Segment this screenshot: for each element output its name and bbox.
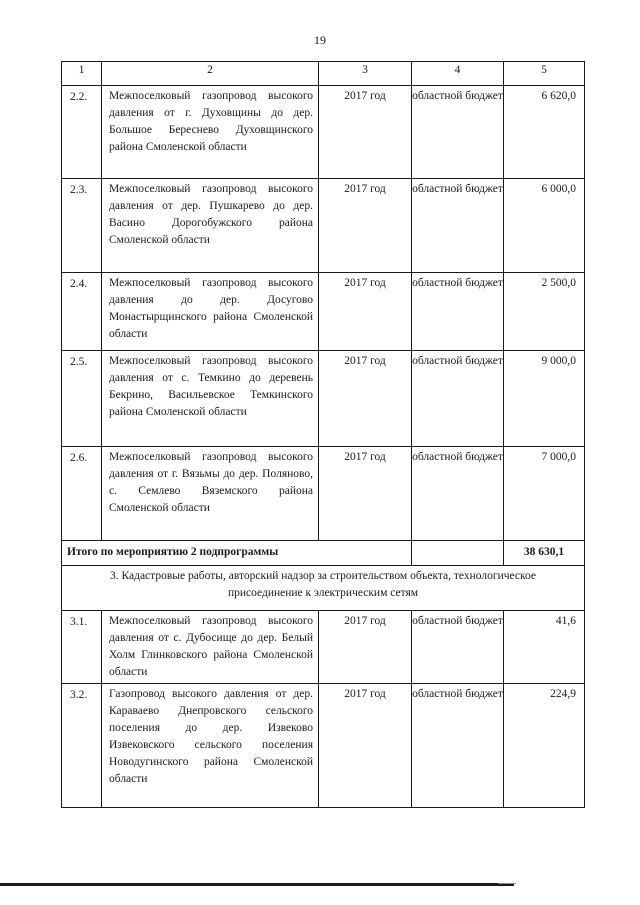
row-amount: 41,6 bbox=[504, 611, 585, 684]
total-value: 38 630,1 bbox=[504, 541, 585, 566]
section-row bbox=[62, 566, 585, 611]
row-source: областной бюджет bbox=[412, 273, 504, 351]
bottom-rule bbox=[0, 883, 514, 886]
column-header: 5 bbox=[504, 62, 585, 86]
column-header: 3 bbox=[319, 62, 412, 86]
table-row bbox=[62, 684, 585, 808]
total-empty-cell bbox=[412, 541, 504, 566]
row-source: областной бюджет bbox=[412, 86, 504, 179]
row-name: Межпоселковый газопровод высокого давления от с. Темкино до деревень Бекрино, Васильевское Темкинского района Смоленской области bbox=[102, 351, 319, 447]
column-header: 4 bbox=[412, 62, 504, 86]
row-name: Межпоселковый газопровод высокого давления до дер. Досугово Монастырщинского района Смоленской области bbox=[102, 273, 319, 351]
total-label: Итого по мероприятию 2 подпрограммы bbox=[62, 541, 412, 566]
row-year: 2017 год bbox=[319, 684, 412, 808]
row-amount: 6 000,0 bbox=[504, 179, 585, 273]
row-year: 2017 год bbox=[319, 611, 412, 684]
row-year: 2017 год bbox=[319, 447, 412, 541]
row-number: 2.6. bbox=[62, 447, 102, 541]
column-header: 1 bbox=[62, 62, 102, 86]
row-number: 2.5. bbox=[62, 351, 102, 447]
row-name: Межпоселковый газопровод высокого давления от г. Вязьмы до дер. Поляново, с. Семлево Вяземского района Смоленской области bbox=[102, 447, 319, 541]
row-year: 2017 год bbox=[319, 351, 412, 447]
row-year: 2017 год bbox=[319, 273, 412, 351]
column-header-row bbox=[62, 62, 585, 86]
row-number: 3.2. bbox=[62, 684, 102, 808]
column-header: 2 bbox=[102, 62, 319, 86]
row-number: 2.3. bbox=[62, 179, 102, 273]
row-name: Межпоселковый газопровод высокого давления от дер. Пушкарево до дер. Васино Дорогобужского района Смоленской области bbox=[102, 179, 319, 273]
row-year: 2017 год bbox=[319, 86, 412, 179]
row-source: областной бюджет bbox=[412, 611, 504, 684]
row-source: областной бюджет bbox=[412, 179, 504, 273]
row-number: 3.1. bbox=[62, 611, 102, 684]
table-row bbox=[62, 611, 585, 684]
program-table bbox=[61, 61, 585, 808]
table-row bbox=[62, 86, 585, 179]
row-source: областной бюджет bbox=[412, 684, 504, 808]
row-amount: 224,9 bbox=[504, 684, 585, 808]
row-name: Межпоселковый газопровод высокого давления от с. Дубосище до дер. Белый Холм Глинковского района Смоленской области bbox=[102, 611, 319, 684]
table-row bbox=[62, 273, 585, 351]
table-row bbox=[62, 351, 585, 447]
row-source: областной бюджет bbox=[412, 447, 504, 541]
bottom-rule-mark bbox=[498, 883, 516, 884]
row-year: 2017 год bbox=[319, 179, 412, 273]
row-source: областной бюджет bbox=[412, 351, 504, 447]
row-amount: 6 620,0 bbox=[504, 86, 585, 179]
row-number: 2.2. bbox=[62, 86, 102, 179]
row-name: Межпоселковый газопровод высокого давления от г. Духовщины до дер. Большое Береснево Духовщинского района Смоленской области bbox=[102, 86, 319, 179]
section-title: 3. Кадастровые работы, авторский надзор за строительством объекта, технологическое присоединение к электрическим сетям bbox=[62, 566, 585, 611]
table-row bbox=[62, 179, 585, 273]
total-row bbox=[62, 541, 585, 566]
row-number: 2.4. bbox=[62, 273, 102, 351]
page-number: 19 bbox=[314, 33, 326, 47]
row-amount: 7 000,0 bbox=[504, 447, 585, 541]
table-row bbox=[62, 447, 585, 541]
row-amount: 2 500,0 bbox=[504, 273, 585, 351]
row-name: Газопровод высокого давления от дер. Караваево Днепровского сельского поселения до дер. Извеково Извековского сельского поселения Новодугинского района Смоленской области bbox=[102, 684, 319, 808]
row-amount: 9 000,0 bbox=[504, 351, 585, 447]
